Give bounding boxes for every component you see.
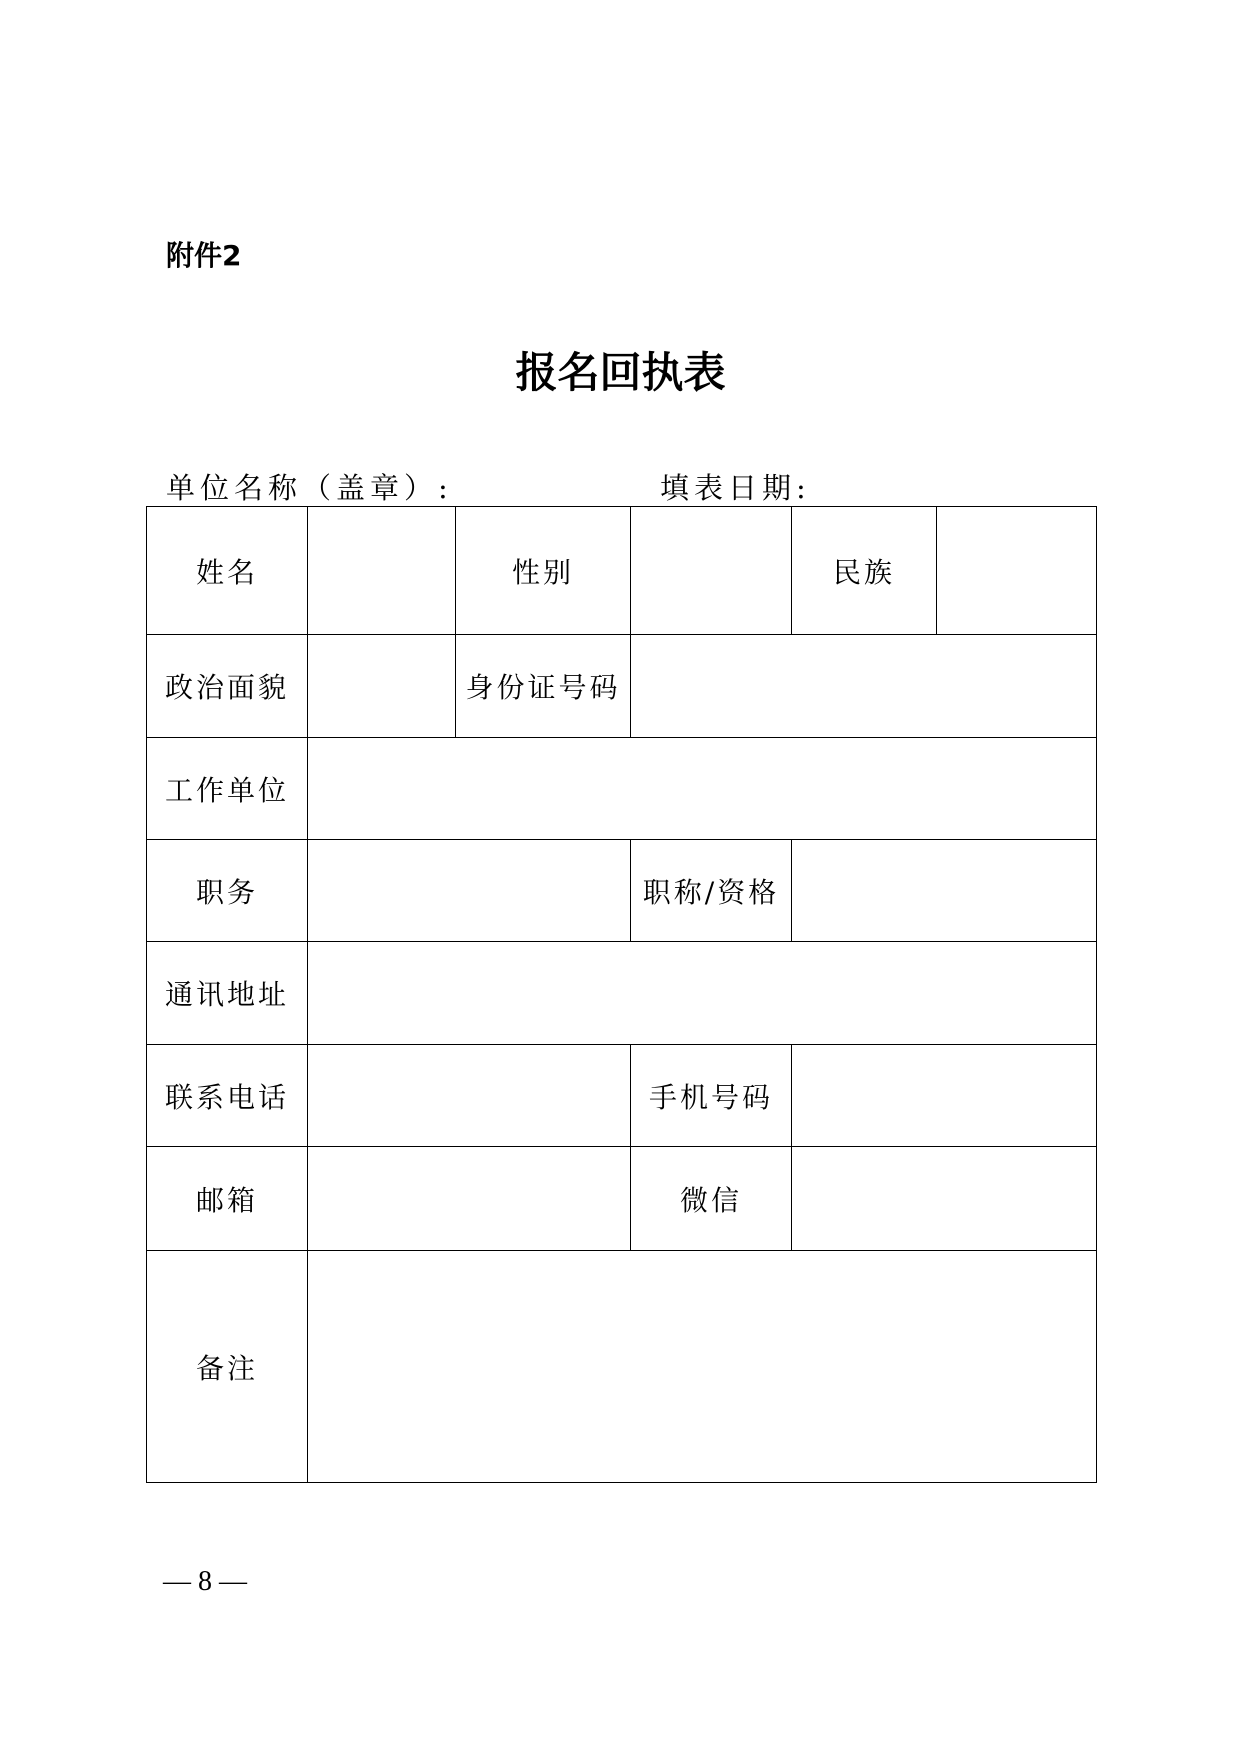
form-row-email <box>147 1147 1097 1251</box>
wechat-label: 微信 <box>631 1147 792 1251</box>
page-title: 报名回执表 <box>515 348 726 397</box>
mobile-label: 手机号码 <box>631 1045 792 1147</box>
address-field[interactable] <box>308 942 1097 1045</box>
name-field[interactable] <box>308 507 456 635</box>
form-row-name <box>147 507 1097 635</box>
form-row-remarks <box>147 1251 1097 1483</box>
position-field[interactable] <box>308 840 631 942</box>
work-unit-field[interactable] <box>308 738 1097 840</box>
page-number: — 8 — <box>163 1566 247 1597</box>
attachment-label: 附件2 <box>166 239 242 272</box>
registration-form-table <box>146 506 1097 1483</box>
wechat-field[interactable] <box>792 1147 1097 1251</box>
id-number-label: 身份证号码 <box>456 635 631 738</box>
phone-label: 联系电话 <box>147 1045 308 1147</box>
address-label: 通讯地址 <box>147 942 308 1045</box>
gender-label: 性别 <box>456 507 631 635</box>
fill-date-label: 填表日期: <box>660 471 811 505</box>
email-field[interactable] <box>308 1147 631 1251</box>
ethnicity-label: 民族 <box>792 507 937 635</box>
name-label: 姓名 <box>147 507 308 635</box>
mobile-field[interactable] <box>792 1045 1097 1147</box>
title-qualification-field[interactable] <box>792 840 1097 942</box>
gender-field[interactable] <box>631 507 792 635</box>
remarks-field[interactable] <box>308 1251 1097 1483</box>
remarks-label: 备注 <box>147 1251 308 1483</box>
form-row-work-unit <box>147 738 1097 840</box>
id-number-field[interactable] <box>631 635 1097 738</box>
form-row-position <box>147 840 1097 942</box>
email-label: 邮箱 <box>147 1147 308 1251</box>
form-row-address <box>147 942 1097 1045</box>
work-unit-label: 工作单位 <box>147 738 308 840</box>
political-status-label: 政治面貌 <box>147 635 308 738</box>
political-status-field[interactable] <box>308 635 456 738</box>
position-label: 职务 <box>147 840 308 942</box>
ethnicity-field[interactable] <box>937 507 1097 635</box>
title-qualification-label: 职称/资格 <box>631 840 792 942</box>
phone-field[interactable] <box>308 1045 631 1147</box>
form-row-political <box>147 635 1097 738</box>
unit-name-label: 单位名称（盖章）: <box>166 471 453 505</box>
form-row-phone <box>147 1045 1097 1147</box>
